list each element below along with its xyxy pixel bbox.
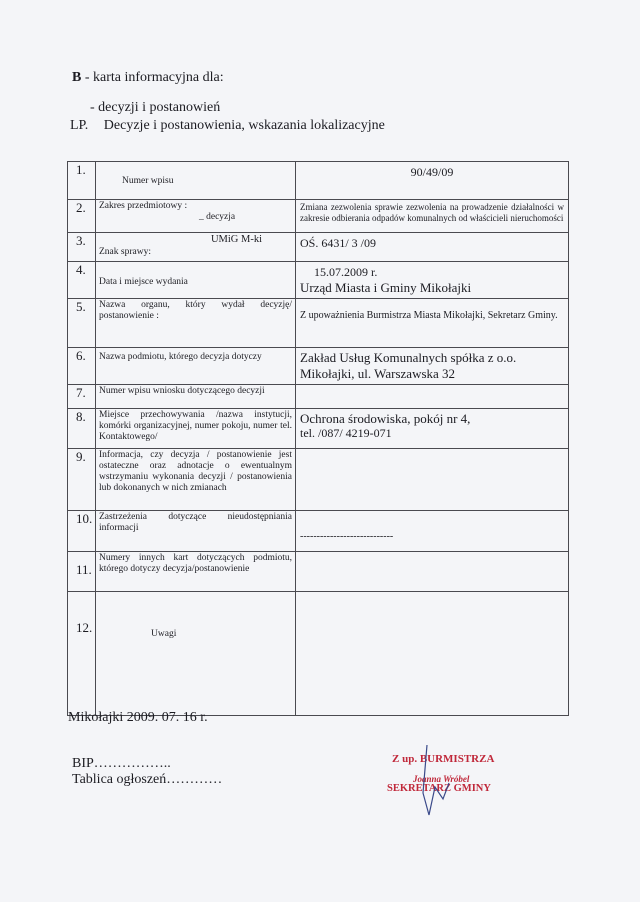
row-value: 90/49/09 [296,162,569,200]
row-label-line: Znak sprawy: [99,247,151,257]
row-label: Zastrzeżenia dotyczące nieudostępniania informacji [96,511,296,552]
row-value [296,348,569,385]
row-value: OŚ. 6431/ 3 /09 [296,233,569,262]
stamp-signature: Joanna Wróbel [413,774,470,784]
notice-board-line: Tablica ogłoszeń………… [72,772,223,787]
row-label: Numer wpisu [96,162,296,200]
row-value-line: 15.07.2009 r. [314,265,378,279]
row-value-line: Urząd Miasta i Gminy Mikołajki [300,280,472,295]
row-number: 2. [68,200,96,233]
row-label: Nazwa podmiotu, którego decyzja dotyczy [96,348,296,385]
row-value: ---------------------------- [296,511,569,552]
row-number: 4. [68,262,96,299]
row-number: 11. [68,552,96,592]
row-number: 3. [68,233,96,262]
row-value-line: Mikołajki, ul. Warszawska 32 [300,366,456,381]
table-row [68,511,569,552]
issue-date: Mikołajki 2009. 07. 16 r. [68,710,208,725]
table-row [68,233,569,262]
row-label: Informacja, czy decyzja / postanowienie jest ostateczne oraz adnotacje o ewentualnym wstrzymaniu wykonania decyzji / postanowienia lub dokonanych w nich zmianach [96,449,296,511]
table-row [68,299,569,348]
row-number: 8. [68,409,96,449]
row-label [96,233,296,262]
row-value-line: Zakład Usług Komunalnych spółka z o.o. [300,350,517,365]
stamp-line: Z up. BURMISTRZA [392,753,495,765]
table-row [68,592,569,716]
row-label: Nazwa organu, który wydał decyzję/ postanowienie : [96,299,296,348]
row-label-line: _ decyzja [199,212,236,222]
info-card-table [67,161,569,716]
table-row [68,348,569,385]
row-number: 12. [68,592,96,716]
bip-line: BIP…………….. [72,756,171,771]
card-subtitle: - decyzji i postanowień [90,100,221,115]
row-label: Miejsce przechowywania /nazwa instytucji, komórki organizacyjnej, numer pokoju, numer tel. Kontaktowego/ [96,409,296,449]
table-row [68,409,569,449]
official-stamp [385,745,525,825]
row-value [296,592,569,716]
row-number: 5. [68,299,96,348]
table-row [68,385,569,409]
row-number: 9. [68,449,96,511]
row-value [296,552,569,592]
row-label [96,200,296,233]
row-value [296,409,569,449]
row-value [296,449,569,511]
row-label: Numery innych kart dotyczących podmiotu, którego dotyczy decyzja/postanowienie [96,552,296,592]
row-label-line: UMiG M-ki [210,234,262,245]
table-row [68,449,569,511]
table-row [68,162,569,200]
row-label: Uwagi [96,592,296,716]
stamp-line: SEKRETARZ GMINY [387,783,491,794]
row-label: Data i miejsce wydania [96,262,296,299]
row-value: Zmiana zezwolenia sprawie zezwolenia na prowadzenie działalności w zakresie odbierania odpadów komunalnych od właścicieli nieruchomości [296,200,569,233]
row-value-line: Ochrona środowiska, pokój nr 4, [300,411,471,426]
card-title [72,70,224,86]
row-value [296,262,569,299]
row-label-line: Zakres przedmiotowy : [99,201,188,211]
row-value [296,385,569,409]
lp-heading [70,118,385,134]
row-value: Z upoważnienia Burmistrza Miasta Mikołajki, Sekretarz Gminy. [296,299,569,348]
table-row [68,200,569,233]
row-number: 6. [68,348,96,385]
row-number: 10. [68,511,96,552]
row-label: Numer wpisu wniosku dotyczącego decyzji [96,385,296,409]
lp-text: Decyzje i postanowienia, wskazania lokalizacyjne [103,118,385,133]
title-text: - karta informacyjna dla: [84,70,224,85]
table-row [68,262,569,299]
row-number: 7. [68,385,96,409]
signature-icon [385,745,525,825]
title-letter: B [72,70,82,85]
lp-label: LP. [70,118,89,133]
table-row [68,552,569,592]
row-number: 1. [68,162,96,200]
row-value-line: tel. /087/ 4219-071 [300,426,392,440]
